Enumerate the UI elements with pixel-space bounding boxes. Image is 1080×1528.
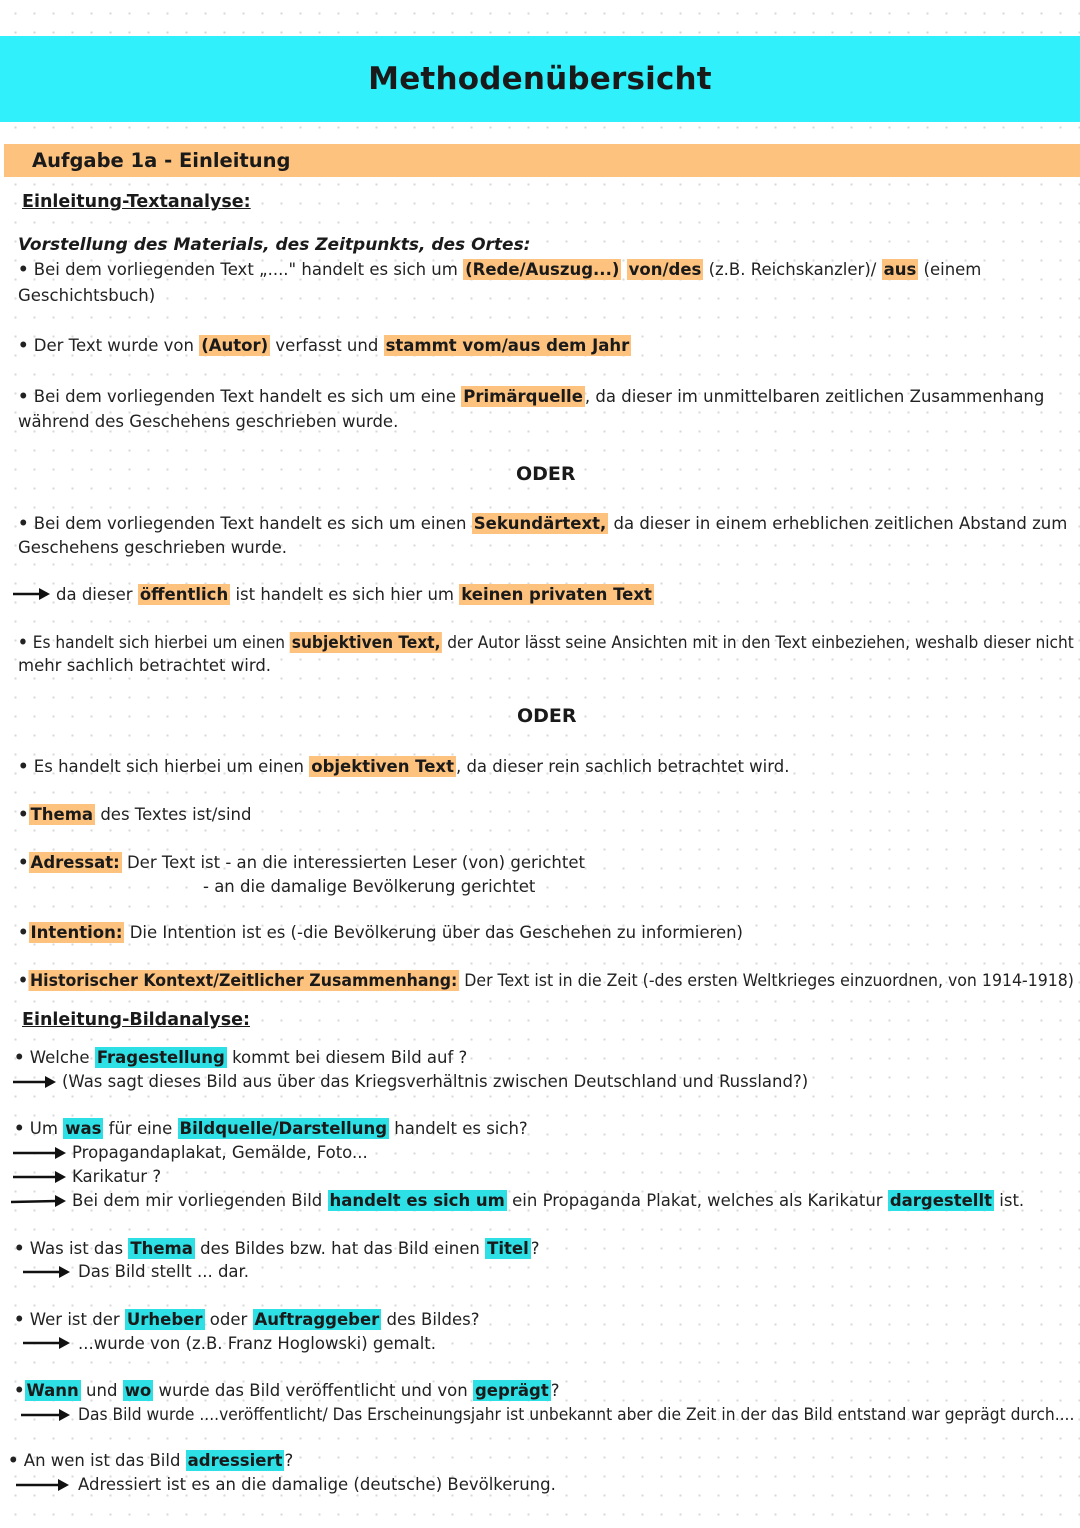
paragraph-vorstellung-cont: Geschichtsbuch) [18,286,156,305]
bullet: • [18,805,29,824]
highlight-subjektiv: subjektiven Text, [291,633,441,652]
text: ? [284,1451,294,1470]
text: des Textes ist/sind [95,805,252,824]
text: Bei dem vorliegenden Text handelt es sich um eine [33,387,462,406]
text: (einem [918,260,982,279]
highlight-jahr: stammt vom/aus dem Jahr [385,336,630,355]
bullet: • [18,853,29,872]
answer-thema: Das Bild stellt ... dar. [78,1262,250,1281]
paragraph-vorstellung [18,259,981,281]
paragraph-sekundaertext-cont: Geschehens geschrieben wurde. [18,538,288,557]
right-arrow-icon [23,1265,71,1279]
highlight-sekundaertext: Sekundärtext, [473,514,607,533]
text: handelt es sich? [389,1119,528,1138]
right-arrow-icon [11,1194,67,1208]
right-arrow-icon [13,1075,57,1089]
highlight-kontext: Historischer Kontext/Zeitlicher Zusammenhang: [29,971,458,990]
text: des Bildes bzw. hat das Bild einen [194,1239,486,1258]
oder-label: ODER [516,463,576,485]
highlight-oeffentlich: öffentlich [139,585,229,604]
text: Bei dem vorliegenden Text „...." handelt es sich um [33,260,464,279]
right-arrow-icon [16,1478,70,1492]
paragraph-objektiv [18,756,789,778]
highlight-objektiv: objektiven Text [311,757,454,776]
question-wann-wo [14,1380,560,1402]
right-arrow-icon [13,587,51,601]
text: für eine [103,1119,178,1138]
paragraph-primaerquelle [18,386,1044,408]
text: Was ist das [29,1239,129,1258]
paragraph-subjektiv-cont: mehr sachlich betrachtet wird. [18,656,272,675]
answer-urheber: ...wurde von (z.B. Franz Hoglowski) gemalt. [78,1334,436,1353]
paragraph-oeffentlich [56,584,654,606]
text: da dieser in einem erheblichen zeitlichen Abstand zum [608,514,1068,533]
highlight-thema: Thema [130,1239,193,1258]
oder-label: ODER [517,705,577,727]
text: Wer ist der [29,1310,125,1329]
highlight-titel: Titel [487,1239,529,1258]
highlight-intention: Intention: [30,923,123,942]
bullet: • [14,1239,25,1258]
title-banner [0,36,1080,122]
question-adressiert [8,1450,293,1472]
highlight-bildquelle: Bildquelle/Darstellung [179,1119,388,1138]
text: ist handelt es sich hier um [230,585,460,604]
paragraph-autor [18,335,631,357]
bullet: • [18,514,29,533]
highlight-fragestellung: Fragestellung [96,1048,225,1067]
textanalyse-heading: Einleitung-Textanalyse: [22,192,251,212]
bildanalyse-heading: Einleitung-Bildanalyse: [22,1010,250,1030]
highlight-urheber: Urheber [126,1310,203,1329]
text: Um [29,1119,64,1138]
answer-wann-wo: Das Bild wurde ....veröffentlicht/ Das Erscheinungsjahr ist unbekannt aber die Zeit in der das Bild entstand war geprägt durch.... [78,1405,1075,1424]
answer-bildquelle-types: Propagandaplakat, Gemälde, Foto... [72,1143,368,1162]
text: ? [530,1239,540,1258]
highlight-rede: (Rede/Auszug...) [465,260,620,279]
highlight-autor: (Autor) [201,336,269,355]
text: kommt bei diesem Bild auf ? [226,1048,468,1067]
bullet: • [8,1451,19,1470]
highlight-auftraggeber: Auftraggeber [254,1310,380,1329]
bullet: • [14,1381,25,1400]
bullet: • [18,336,29,355]
text: Die Intention ist es (-die Bevölkerung über das Geschehen zu informieren) [124,923,743,942]
right-arrow-icon [13,1146,67,1160]
text: verfasst und [270,336,384,355]
question-thema [14,1238,540,1260]
text: Der Text ist in die Zeit (-des ersten Weltkrieges einzuordnen, von 1914-1918) [459,971,1074,990]
highlight-gepraegt: geprägt [474,1381,549,1400]
highlight-adressiert: adressiert [187,1451,283,1470]
bullet: • [18,923,29,942]
text: Der Text wurde von [33,336,200,355]
text: ist. [994,1191,1025,1210]
question-fragestellung [14,1047,467,1069]
right-arrow-icon [23,1336,71,1350]
text: Es handelt sich hierbei um einen [33,757,310,776]
textanalyse-subheading: Vorstellung des Materials, des Zeitpunkts, des Ortes: [18,235,531,255]
paragraph-intention [18,922,743,944]
bullet: • [18,260,29,279]
text: Bei dem vorliegenden Text handelt es sich um einen [33,514,472,533]
highlight-dargestellt: dargestellt [889,1191,993,1210]
bullet: • [18,633,28,652]
highlight-handelt: handelt es sich um [329,1191,505,1210]
paragraph-primaerquelle-cont: während des Geschehens geschrieben wurde. [18,412,399,431]
bullet: • [14,1119,25,1138]
text: oder [204,1310,253,1329]
answer-adressiert: Adressiert ist es an die damalige (deutsche) Bevölkerung. [78,1475,556,1494]
bullet: • [18,971,29,990]
text: Der Text ist - an die interessierten Leser (von) gerichtet [121,853,585,872]
question-urheber [14,1309,480,1331]
question-bildquelle [14,1118,528,1140]
text: der Autor lässt seine Ansichten mit in den Text einbeziehen, weshalb dieser nicht [442,633,1074,652]
page-title: Methodenübersicht [368,61,712,97]
text: Bei dem mir vorliegenden Bild [72,1191,328,1210]
paragraph-kontext [18,970,1074,992]
paragraph-thema [18,804,251,826]
text: und [80,1381,123,1400]
highlight-adressat: Adressat: [30,853,120,872]
right-arrow-icon [21,1408,71,1422]
text: des Bildes? [381,1310,480,1329]
bullet: • [18,387,29,406]
text: , da dieser im unmittelbaren zeitlichen Zusammenhang [584,387,1045,406]
right-arrow-icon [13,1170,67,1184]
text: Welche [29,1048,95,1067]
highlight-thema: Thema [30,805,94,824]
bullet: • [18,757,29,776]
highlight-wo: wo [124,1381,152,1400]
text: , da dieser rein sachlich betrachtet wird. [455,757,790,776]
answer-fragestellung: (Was sagt dieses Bild aus über das Kriegsverhältnis zwischen Deutschland und Russland?) [62,1072,809,1091]
highlight-primaerquelle: Primärquelle [463,387,583,406]
text: Es handelt sich hierbei um einen [32,633,290,652]
highlight-was: was [65,1119,102,1138]
paragraph-sekundaertext [18,513,1067,535]
answer-karikatur: Karikatur ? [72,1167,162,1186]
text: ? [550,1381,560,1400]
highlight-wann: Wann [26,1381,79,1400]
paragraph-subjektiv [18,632,1074,654]
highlight-aus: aus [883,260,917,279]
text: wurde das Bild veröffentlicht und von [153,1381,473,1400]
answer-bildquelle-example [72,1190,1024,1212]
paragraph-adressat [18,852,585,874]
section-title: Aufgabe 1a - Einleitung [32,149,291,172]
text: da dieser [56,585,138,604]
text: An wen ist das Bild [23,1451,186,1470]
highlight-von-des: von/des [628,260,702,279]
bullet: • [14,1048,25,1067]
bullet: • [14,1310,25,1329]
highlight-privat: keinen privaten Text [461,585,652,604]
text: ein Propaganda Plakat, welches als Karikatur [506,1191,888,1210]
section-bar [4,144,1080,177]
paragraph-adressat-cont: - an die damalige Bevölkerung gerichtet [203,877,536,896]
text: (z.B. Reichskanzler)/ [703,260,882,279]
